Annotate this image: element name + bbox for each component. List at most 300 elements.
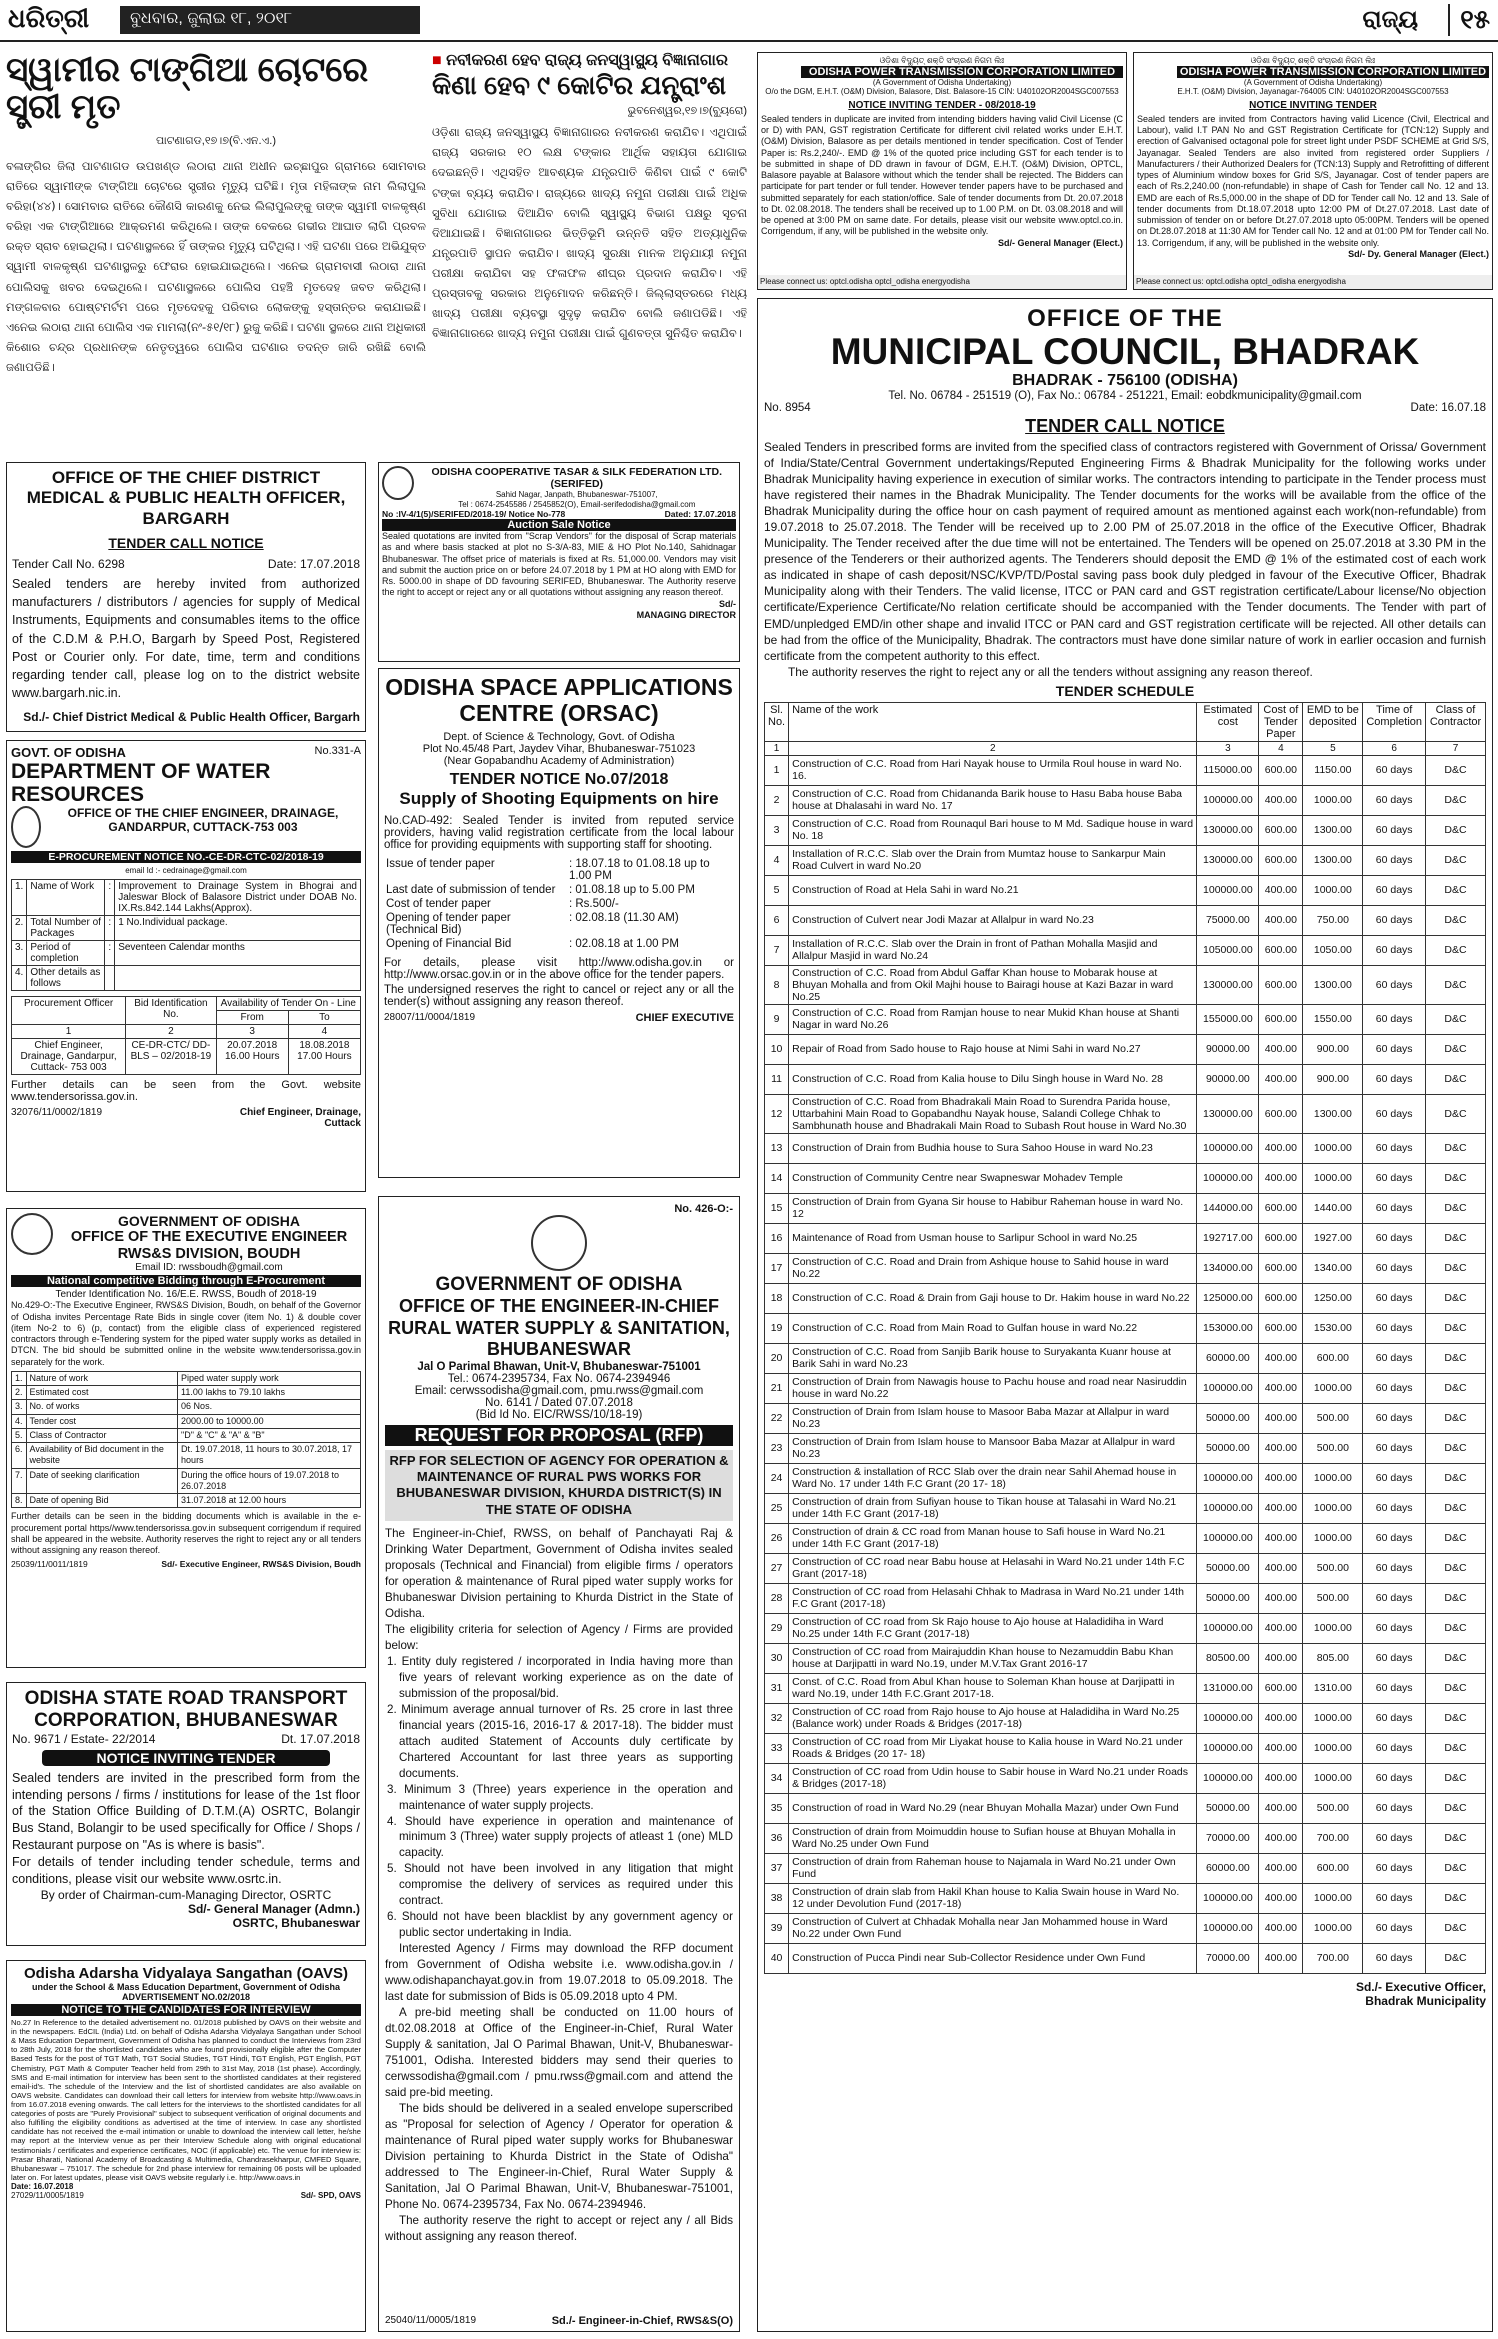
table-cell: 400.00 <box>1259 1943 1303 1973</box>
dowr-footer: Further details can be seen from the Govt. website www.tendersorissa.gov.in. <box>11 1078 361 1103</box>
cdmo-title: OFFICE OF THE CHIEF DISTRICT MEDICAL & PUBLIC HEALTH OFFICER, BARGARH <box>26 468 346 528</box>
table-cell: 100000.00 <box>1197 1373 1259 1403</box>
table-cell: Construction of C.C. Road & Drain from Gaji house to Dr. Hakim house in ward No.22 <box>789 1283 1197 1313</box>
table-cell: Date of opening Bid <box>26 1494 178 1508</box>
table-cell: D&C <box>1426 1163 1486 1193</box>
table-cell: 60 days <box>1363 1283 1426 1313</box>
table-cell: 100000.00 <box>1197 1613 1259 1643</box>
table-cell: 100000.00 <box>1197 785 1259 815</box>
eic-ref: No. 6141 / Dated 07.07.2018 <box>485 1396 633 1409</box>
table-cell: Construction of Drain from Islam house to Masoor Baba Mazar at Allalpur in ward No.23 <box>789 1403 1197 1433</box>
table-cell: 34 <box>765 1763 789 1793</box>
table-cell: 400.00 <box>1259 1823 1303 1853</box>
table-cell: 60 days <box>1363 1253 1426 1283</box>
table-cell: 60 days <box>1363 1643 1426 1673</box>
table-cell: 1000.00 <box>1303 1373 1363 1403</box>
boudh-email: Email ID: rwssboudh@gmail.com <box>135 1262 283 1274</box>
table-cell: 60 days <box>1363 1613 1426 1643</box>
table-cell: D&C <box>1426 1913 1486 1943</box>
table-row <box>765 1034 1486 1064</box>
table-row <box>765 755 1486 785</box>
table-cell: 50000.00 <box>1197 1793 1259 1823</box>
table-cell: 70000.00 <box>1197 1823 1259 1853</box>
table-cell: D&C <box>1426 755 1486 785</box>
table-cell: "D" & "C" & "A" & "B" <box>178 1428 361 1442</box>
table-cell: 153000.00 <box>1197 1313 1259 1343</box>
table-cell: Construction of C.C. Road from Abdul Gaffar Khan house to Mobarak house at Bhuyan Mohalla and from Okil Majhi house to Bairagi house at Kazi Bazar in ward No.25 <box>789 965 1197 1004</box>
table-cell: 60 days <box>1363 1094 1426 1133</box>
table-cell: 60 days <box>1363 1823 1426 1853</box>
osrtc-ad <box>6 1682 366 1946</box>
cdmo-date: Date: 17.07.2018 <box>267 557 360 572</box>
table-cell: Construction of CC road from Mairajuddin Khan house to Nezamuddin Babu Khan house at Darjipatti in ward No.19, under M.V.Tax Grant 2016-17 <box>789 1643 1197 1673</box>
table-cell: 400.00 <box>1259 1733 1303 1763</box>
eic-rwss-ad <box>378 1196 740 2332</box>
optcl2-name: ODISHA POWER TRANSMISSION CORPORATION LIMITED <box>1177 66 1489 78</box>
cdmo-ref-line <box>12 557 360 571</box>
col-num: 2 <box>126 1024 216 1038</box>
table-cell: 1000.00 <box>1303 1883 1363 1913</box>
boudh-title: OFFICE OF THE EXECUTIVE ENGINEER RWS&S DIVISION, BOUDH <box>70 1229 348 1262</box>
orsac-details: For details, please visit http://www.odisha.gov.in or http://www.orsac.gov.in or in the above office for the tender papers. <box>384 956 734 981</box>
table-cell: 50000.00 <box>1197 1553 1259 1583</box>
optcl1-odia-name: ଓଡ଼ିଶା ବିଦ୍ୟୁତ୍ ଶକ୍ତି ସଂଚାରଣ ନିଗମ ଲିଃ <box>879 56 1005 65</box>
table-cell: 400.00 <box>1259 1703 1303 1733</box>
table-cell: 11 <box>765 1064 789 1094</box>
table-cell: 1000.00 <box>1303 1613 1363 1643</box>
table-cell: 60 days <box>1363 1373 1426 1403</box>
table-cell: 500.00 <box>1303 1433 1363 1463</box>
table-cell: 1000.00 <box>1303 1703 1363 1733</box>
table-cell: 36 <box>765 1823 789 1853</box>
table-row <box>384 897 734 911</box>
table-cell: : <box>105 915 115 940</box>
eic-email: Email: cerwssodisha@gmail.com, pmu.rwss@gmail.com <box>414 1384 704 1397</box>
table-cell: : <box>105 879 115 915</box>
boudh-head <box>11 1213 361 1273</box>
table-cell: 100000.00 <box>1197 1763 1259 1793</box>
boudh-id: Tender Identification No. 16/E.E. RWSS, Boudh of 2018-19 <box>55 1289 317 1301</box>
optcl1-body: Sealed tenders in duplicate are invited from intending bidders having valid Civil License (C or D) with PAN, GST registration Certificate for different civil related works under E.H.T. (O&M) Division, Balasore as per details mentioned in tender specification. Cost of Tender Paper is: Rs.2,240/-. EMD @ 1% of the quoted price including GST for each tender is to be submitted in shape of DD drawn in favour of DGM, E.H.T. (O&M) Division, OPTCL, Balasore payable at Balasore without which the tender shall be rejected. The Bidders can participate for part tender or full tender. However tender papers have to be purchased and submitted separately for each station/office. Sale of tender documents from Dt. 20.07.2018 to Dt. 02.08.2018. The tenders shall be received up to 1.00 P.M. on Dt. 03.08.2018 and will be opened at 3:00 PM on same date. For details, please visit our website www.optcl.co.in. Corrigendum, if any, will be published in the website only. <box>761 113 1123 237</box>
table-cell: Construction of drain & CC road from Manan house to Safi house in Ward No.21 under 14th F.C Grant (2017-18) <box>789 1523 1197 1553</box>
orsac-subject: Supply of Shooting Equipments on hire <box>399 788 719 808</box>
table-cell: 1000.00 <box>1303 1523 1363 1553</box>
table-cell: 28 <box>765 1583 789 1613</box>
table-cell: 400.00 <box>1259 1553 1303 1583</box>
oavs-date: Date: 16.07.2018 <box>11 2181 74 2191</box>
table-cell: 60 days <box>1363 1553 1426 1583</box>
table-row <box>765 1733 1486 1763</box>
table-cell: Construction of C.C. Road from Ramjan house to near Mukid Khan house at Shanti Nagar in ward No.26 <box>789 1004 1197 1034</box>
table-cell: 400.00 <box>1259 1853 1303 1883</box>
table-cell: 37 <box>765 1853 789 1883</box>
table-cell: 1530.00 <box>1303 1313 1363 1343</box>
table-cell: 400.00 <box>1259 785 1303 815</box>
dowr-title: DEPARTMENT OF WATER RESOURCES <box>11 760 271 807</box>
table-cell: 25 <box>765 1493 789 1523</box>
dowr-availability-table <box>11 996 361 1075</box>
table-cell: 4. <box>12 1414 27 1428</box>
table-cell: : 18.07.18 to 01.08.18 up to 1.00 PM <box>568 857 710 882</box>
osrtc-order: By order of Chairman-cum-Managing Director, OSRTC <box>40 1887 332 1902</box>
table-cell: 1000.00 <box>1303 1133 1363 1163</box>
table-cell: D&C <box>1426 1253 1486 1283</box>
table-row <box>765 1703 1486 1733</box>
table-cell: Maintenance of Road from Usman house to Sarlipur School in ward No.25 <box>789 1223 1197 1253</box>
list-item: 1. Entity duly registered / incorporated in India having more than five years of relevant working experience as on the date of submission of the proposal/bid. <box>387 1654 733 1700</box>
table-cell: Const. of C.C. Road from Abul Khan house to Soleman Khan house at Darjipatti in ward No.19, under 14th F.C.Grant 2017-18. <box>789 1673 1197 1703</box>
table-cell: Construction of CC road near Babu house at Helasahi in Ward No.21 under 14th F.C Grant (2017-18) <box>789 1553 1197 1583</box>
table-cell: D&C <box>1426 845 1486 875</box>
story2-kicker <box>432 52 747 70</box>
eic-tel: Tel.: 0674-2395734, Fax No. 0674-2394946 <box>447 1372 671 1385</box>
optcl-jayanagar-ad <box>1133 52 1493 290</box>
table-row <box>765 1493 1486 1523</box>
serifed-name: ODISHA COOPERATIVE TASAR & SILK FEDERATION LTD. (SERIFED) <box>431 466 723 490</box>
table-cell: 32 <box>765 1703 789 1733</box>
eic-number: No. 426-O:- <box>674 1203 733 1215</box>
table-cell: 400.00 <box>1259 1433 1303 1463</box>
table-cell: 134000.00 <box>1197 1253 1259 1283</box>
table-row <box>765 845 1486 875</box>
table-cell: 1340.00 <box>1303 1253 1363 1283</box>
odisha-emblem-icon <box>11 806 41 848</box>
osrtc-signature: Sd/- General Manager (Admn.) <box>187 1901 360 1916</box>
table-cell: 60 days <box>1363 1163 1426 1193</box>
table-cell: : 01.08.18 up to 5.00 PM <box>568 883 695 896</box>
table-row <box>765 1823 1486 1853</box>
table-cell: 60 days <box>1363 1733 1426 1763</box>
table-cell: 60 days <box>1363 1463 1426 1493</box>
table-cell: 60 days <box>1363 935 1426 965</box>
table-cell: Construction of C.C. Road and Drain from Ashique house to Sahid house in ward No.22 <box>789 1253 1197 1283</box>
cell-from: 20.07.2018 16.00 Hours <box>216 1038 288 1074</box>
table-cell: Opening of Financial Bid <box>386 937 512 950</box>
table-cell: 100000.00 <box>1197 1913 1259 1943</box>
table-cell: D&C <box>1426 935 1486 965</box>
table-cell: D&C <box>1426 1763 1486 1793</box>
table-cell: 8 <box>765 965 789 1004</box>
news-story-1 <box>6 52 426 462</box>
serifed-head <box>382 466 736 509</box>
table-cell: D&C <box>1426 875 1486 905</box>
table-cell: 6 <box>765 905 789 935</box>
table-cell: 600.00 <box>1259 815 1303 845</box>
odisha-emblem-icon <box>531 1215 587 1271</box>
column-number: 4 <box>1259 741 1303 755</box>
table-cell: D&C <box>1426 785 1486 815</box>
mcb-title-3: BHADRAK - 756100 (ODISHA) <box>1012 371 1238 389</box>
table-cell: 1 No.Individual package. <box>115 915 361 940</box>
table-cell: Construction of C.C. Road from Bhadrakali Main Road to Surendra Parida house, Uttarbahini Main Road to Gopabandhu Nayak house, Salandi College Chhak to Sambhunath house and Bhadrakali Main Road to Subash Rout house in Ward No.30 <box>789 1094 1197 1133</box>
cell-bid-id: CE-DR-CTC/ DD-BLS – 02/2018-19 <box>126 1038 216 1074</box>
table-cell: 1300.00 <box>1303 965 1363 1004</box>
column-header: Sl. No. <box>765 702 789 741</box>
table-cell: 600.00 <box>1259 845 1303 875</box>
story2-dateline: ଭୁବନେଶ୍ୱର,୧୭।୭(ବ୍ୟୁରୋ) <box>627 105 747 118</box>
table-cell: 3. <box>12 1400 27 1414</box>
table-row <box>765 1313 1486 1343</box>
table-cell: 13 <box>765 1133 789 1163</box>
oavs-title: Odisha Adarsha Vidyalaya Sangathan (OAVS) <box>24 1965 348 1982</box>
oavs-code: 27029/11/0005/1819 <box>11 2190 84 2200</box>
mcb-signature: Sd./- Executive Officer, <box>1355 1979 1486 1994</box>
table-cell: D&C <box>1426 1193 1486 1223</box>
table-row <box>384 937 734 951</box>
table-cell: 900.00 <box>1303 1064 1363 1094</box>
table-cell: 1300.00 <box>1303 845 1363 875</box>
serifed-signature: MANAGING DIRECTOR <box>636 609 736 620</box>
table-cell: 12 <box>765 1094 789 1133</box>
table-cell: 1. <box>12 879 27 915</box>
orsac-address: Dept. of Science & Technology, Govt. of Odisha Plot No.45/48 Part, Jaydev Vihar, Bhubaneswar-751023 (Near Gopabandhu Academy of Administration) <box>422 730 696 767</box>
table-cell: 60 days <box>1363 1193 1426 1223</box>
table-cell: 130000.00 <box>1197 1094 1259 1133</box>
table-cell: D&C <box>1426 965 1486 1004</box>
eic-para-1: Interested Agency / Firms may download the RFP document from Government of Odisha website i.e. www.odisha.gov.in / www.odishapanchayat.gov.in from 19.07.2018 to 05.09.2018. The last date for submission of Bids is 05.09.2018 upto 4 PM. <box>385 1942 733 2004</box>
orsac-title: ODISHA SPACE APPLICATIONS CENTRE (ORSAC) <box>385 674 733 727</box>
eic-para-4: The authority reserve the right to accept or reject any / all Bids without assigning any reason thereof. <box>385 2214 733 2244</box>
boudh-gov: GOVERNMENT OF ODISHA <box>117 1213 300 1229</box>
table-cell: Total Number of Packages <box>27 915 105 940</box>
table-cell: 131000.00 <box>1197 1673 1259 1703</box>
table-cell: 400.00 <box>1259 1034 1303 1064</box>
table-row <box>765 1853 1486 1883</box>
table-cell: Repair of Road from Sado house to Rajo house at Nimi Sahi in ward No.27 <box>789 1034 1197 1064</box>
table-cell: 60 days <box>1363 1004 1426 1034</box>
table-cell: 400.00 <box>1259 1763 1303 1793</box>
list-item: 5. Should not have been involved in any litigation that might compromise the delivery of services as required under this contract. <box>387 1862 733 1908</box>
table-cell: 33 <box>765 1733 789 1763</box>
orsac-body: No.CAD-492: Sealed Tender is invited from reputed service providers, having valid registration certificate from the local labour office for providing equipments with supporting staff for shooting. <box>384 814 734 851</box>
table-row <box>765 1613 1486 1643</box>
orsac-code: 28007/11/0004/1819 <box>384 1011 476 1023</box>
table-cell: 400.00 <box>1259 1523 1303 1553</box>
cdmo-bargarh-ad <box>6 462 366 732</box>
table-cell: 805.00 <box>1303 1643 1363 1673</box>
dowr-notice-bar: E-PROCUREMENT NOTICE NO.-CE-DR-CTC-02/2018-19 <box>11 851 361 863</box>
table-cell: D&C <box>1426 1343 1486 1373</box>
table-cell: D&C <box>1426 1673 1486 1703</box>
col-num: 1 <box>12 1024 126 1038</box>
table-cell: Last date of submission of tender <box>386 883 556 896</box>
dowr-work-table <box>11 879 361 991</box>
table-cell: 60 days <box>1363 1313 1426 1343</box>
cell-to: 18.08.2018 17.00 Hours <box>288 1038 360 1074</box>
dowr-bottom <box>11 1107 361 1129</box>
table-cell: 1000.00 <box>1303 785 1363 815</box>
table-cell: 400.00 <box>1259 1463 1303 1493</box>
table-cell: 600.00 <box>1259 1223 1303 1253</box>
table-cell: D&C <box>1426 1223 1486 1253</box>
mcb-contact: Tel. No. 06784 - 251519 (O), Fax No.: 06784 - 251221, Email: eobdkmunicipality@gmail.com <box>888 389 1362 402</box>
orsac-signature: CHIEF EXECUTIVE <box>635 1011 734 1024</box>
story1-dateline: ପାଟଣାଗଡ,୧୭।୭(ବି.ଏନ.ଏ.) <box>155 134 277 147</box>
table-cell: 4. <box>12 965 27 990</box>
table-row <box>765 1913 1486 1943</box>
table-cell: 1550.00 <box>1303 1004 1363 1034</box>
table-cell: 60 days <box>1363 1763 1426 1793</box>
table-cell: 60 days <box>1363 1064 1426 1094</box>
mcb-notice-heading: TENDER CALL NOTICE <box>1025 415 1225 436</box>
table-cell: 700.00 <box>1303 1823 1363 1853</box>
column-header: Class of Contractor <box>1426 702 1486 741</box>
table-cell: 600.00 <box>1259 935 1303 965</box>
table-cell: 19 <box>765 1313 789 1343</box>
table-cell: 700.00 <box>1303 1943 1363 1973</box>
table-row <box>765 1133 1486 1163</box>
table-cell: Construction of Culvert near Jodi Mazar at Allalpur in ward No.23 <box>789 905 1197 935</box>
table-cell: 60 days <box>1363 1703 1426 1733</box>
table-cell: 400.00 <box>1259 1163 1303 1193</box>
table-cell: Construction of C.C. Road from Hari Nayak house to Urmila Roul house in ward No. 16. <box>789 755 1197 785</box>
serifed-logo-icon <box>382 466 414 500</box>
table-row <box>12 879 361 915</box>
table-cell: 75000.00 <box>1197 905 1259 935</box>
optcl1-name: ODISHA POWER TRANSMISSION CORPORATION LIMITED <box>801 66 1123 78</box>
table-cell: 400.00 <box>1259 1133 1303 1163</box>
table-row <box>765 815 1486 845</box>
table-cell: D&C <box>1426 905 1486 935</box>
th-procurement-officer: Procurement Officer <box>12 996 126 1024</box>
table-row <box>765 1094 1486 1133</box>
table-cell: 7. <box>12 1468 27 1494</box>
table-row <box>384 911 734 937</box>
osrtc-title: ODISHA STATE ROAD TRANSPORT CORPORATION, BHUBANESWAR <box>24 1688 348 1731</box>
table-cell: 18 <box>765 1283 789 1313</box>
table-cell: Piped water supply work <box>178 1371 361 1385</box>
table-row <box>765 1673 1486 1703</box>
oavs-bar: NOTICE TO THE CANDIDATES FOR INTERVIEW <box>11 2004 361 2016</box>
serifed-ad <box>378 462 740 662</box>
mcb-title-2: MUNICIPAL COUNCIL, BHADRAK <box>830 331 1420 372</box>
table-cell: 38 <box>765 1883 789 1913</box>
table-row <box>765 1283 1486 1313</box>
table-cell: 1. <box>12 1371 27 1385</box>
table-cell: Construction of CC road from Mir Liyakat house to Kalia house in Ward No.21 under Roads & Bridges (20 17- 18) <box>789 1733 1197 1763</box>
list-item: 3. Minimum 3 (Three) years experience in the operation and maintenance of water supply projects. <box>387 1782 733 1812</box>
eic-para-2: A pre-bid meeting shall be conducted on 11.00 hours of dt.02.08.2018 at Office of the Engineer-in-Chief, Rural Water Supply & sanitation, Jal O Parimal Bhawan, Unit-V, Bhubaneswar-751001, Odisha. Interested bidders may send their queries to cerwssodisha@gmail.com / pmu.rwss@gmail.com and attend the said pre-bid meeting. <box>385 2006 733 2100</box>
table-cell: Construction of drain from Raheman house to Najamala in Ward No.21 under Own Fund <box>789 1853 1197 1883</box>
boudh-bar: National competitive Bidding through E-Procurement <box>11 1275 361 1287</box>
dowr-gov: GOVT. OF ODISHA <box>11 745 126 760</box>
table-cell: Improvement to Drainage System in Bhograi and Jaleswar Block of Balasore District under DOAB No. IX.Rs.842.144 Lakhs(Approx). <box>115 879 361 915</box>
table-cell: 2 <box>765 785 789 815</box>
table-cell: D&C <box>1426 1643 1486 1673</box>
table-cell: Construction & installation of RCC Slab over the drain near Sahil Ahemad house in Ward No. 17 under 14th F.C Grant (20 17- 18) <box>789 1463 1197 1493</box>
list-item: 6. Should not have been blacklist by any government agency or public sector undertaking in India. <box>387 1910 733 1940</box>
table-cell: Cost of tender paper <box>386 897 491 910</box>
table-cell: D&C <box>1426 1613 1486 1643</box>
table-cell: 155000.00 <box>1197 1004 1259 1034</box>
table-cell: 2. <box>12 915 27 940</box>
table-cell: 100000.00 <box>1197 1493 1259 1523</box>
table-cell: Construction of CC road from Helasahi Chhak to Madrasa in Ward No.21 under 14th F.C Grant (2017-18) <box>789 1583 1197 1613</box>
table-cell: Construction of Road at Hela Sahi in ward No.21 <box>789 875 1197 905</box>
table-cell: D&C <box>1426 1553 1486 1583</box>
story1-headline: ସ୍ୱାମୀର ଟାଙ୍ଗିଆ ଚୋଟରେ ସ୍ତ୍ରୀ ମୃତ <box>6 51 369 127</box>
eic-subject: RFP FOR SELECTION OF AGENCY FOR OPERATION & MAINTENANCE OF RURAL PWS WORKS FOR BHUBANESWAR DIVISION, KHURDA DISTRICT(S) IN THE STATE OF ODISHA <box>385 1450 733 1521</box>
table-cell: D&C <box>1426 1064 1486 1094</box>
table-row <box>12 1400 361 1414</box>
serifed-number: No :IV-4/1(5)/SERIFED/2018-19/ Notice No-778 <box>382 509 566 520</box>
oavs-adv: ADVERTISEMENT NO.02/2018 <box>121 1992 251 2002</box>
table-cell: 60 days <box>1363 1913 1426 1943</box>
optcl1-sign: Sd/- General Manager (Elect.) <box>997 237 1123 248</box>
list-item: 2. Minimum average annual turnover of Rs. 25 crore in last three financial years (2015-16, 2016-17 & 2017-18). The bidder must attach audited Statement of Accounts duly certificate by Chartered Accountant for last three years as supporting documents. <box>387 1702 733 1780</box>
table-cell: 192717.00 <box>1197 1223 1259 1253</box>
tender-schedule-heading: TENDER SCHEDULE <box>1055 682 1195 699</box>
optcl2-sub: (A Government of Odisha Undertaking) <box>1243 77 1383 87</box>
orsac-ad <box>378 668 740 1178</box>
eic-criteria: The eligibility criteria for selection of Agency / Firms are provided below: <box>385 1622 733 1652</box>
page-number: ୧୫ <box>1448 4 1490 36</box>
table-cell: 125000.00 <box>1197 1283 1259 1313</box>
optcl2-body: Sealed tenders are invited from Contractors having valid Licence (Civil, Electrical and Labour), valid I.T PAN No and GST Registration Certificate for (TCN:12) Supply and erection of Galvanised octagonal pole for street light under PSDF SCHEME at Grid S/S, Jayanagar. Sealed Tenders are also invited from registered order Suppliers / Manufacturers / their Authorized Dealers for (TCN:13) Supply and Retrofitting of different types of Aluminium window boxes for Grid S/S, Jayanagar. Cost of tender papers are each of Rs.2,240.00 (non-refundable) in shape of Cash for Tender call No. 12 and 13. EMD are each of Rs.5,000.00 in the shape of DD for Tender call No. 12 and 13. Sale of tender documents from Dt.18.07.2018 upto 12:00 PM of Dt.27.07.2018. Last date of submission of tender on or before Dt.27.07.2018 upto 05:00PM. Tenders will be opened on Dt.28.07.2018 at 11:30 AM for Tender call No. 12 and at 01:00 PM for Tender call No. 13. Corrigendum, if any, will be published in the website only. <box>1137 113 1490 248</box>
table-row <box>765 1463 1486 1493</box>
eic-code: 25040/11/0005/1819 <box>385 2315 477 2326</box>
table-cell: 60 days <box>1363 965 1426 1004</box>
table-cell: 60 days <box>1363 1493 1426 1523</box>
serifed-body: Sealed quotations are invited from "Scrap Vendors" for the disposal of Scrap materials as and where basis stacked at plot no S-3/A-83, MIE & HO Plot No.140, Sahidnagar Bhubaneswar. The offset price of materials is fixed at Rs. 51,000.00. Vendors may visit and submit the auction price on or before 24.07.2018 by 1 PM at HO along with EMD for Rs. 5000.00 in shape of DD favouring SERIFED, Bhubaneswar. The Authority reserve the right to accept or reject any or all quotations without assigning any reason thereof. <box>382 531 736 598</box>
table-cell: 144000.00 <box>1197 1193 1259 1223</box>
table-cell: Construction of C.C. Road from Chidananda Barik house to Hasu Baba house Baba house at Dhalasahi in ward No. 17 <box>789 785 1197 815</box>
table-cell: 8. <box>12 1494 27 1508</box>
eic-para-3: The bids should be delivered in a sealed envelope superscribed as "Proposal for selection of Agency / Operator for operation & maintenance of Rural piped water supply works for Bhubaneswar Division pertaining to Khurda District in the State of Odisha" addressed to The Engineer-in-Chief, Rural Water Supply & Sanitation, Jal O Parimal Bhawan, Unit-V, Bhubaneswar-751001, Phone No. 0674-2395734, Fax No. 0674-2394946. <box>385 2102 733 2212</box>
table-row <box>12 1386 361 1400</box>
table-cell: Availability of Bid document in the website <box>26 1443 178 1469</box>
table-cell: 90000.00 <box>1197 1034 1259 1064</box>
osrtc-bar: NOTICE INVITING TENDER <box>42 1750 330 1766</box>
table-row <box>765 935 1486 965</box>
osrtc-body: Sealed tenders are invited in the prescribed form from the intending persons / firms / institutions for lease of the 1st floor of the Station Office Building of D.T.M.(A) OSRTC, Bolangir Bus Stand, Bolangir to be used specifically for Office / Shops / Restaurant purpose on "As is where is basis". <box>12 1770 360 1853</box>
table-cell: 50000.00 <box>1197 1403 1259 1433</box>
table-cell: 60 days <box>1363 1523 1426 1553</box>
table-cell: Nature of work <box>26 1371 178 1385</box>
optcl2-office: E.H.T. (O&M) Division, Jayanagar-764005 CIN: U40102OR2004SGC007553 <box>1177 87 1449 97</box>
table-cell: 1000.00 <box>1303 1733 1363 1763</box>
table-cell: 1300.00 <box>1303 1094 1363 1133</box>
table-cell: 16 <box>765 1223 789 1253</box>
table-cell: 29 <box>765 1613 789 1643</box>
table-cell: 130000.00 <box>1197 815 1259 845</box>
table-cell: 60 days <box>1363 845 1426 875</box>
table-cell: 14 <box>765 1163 789 1193</box>
table-cell: 600.00 <box>1259 1193 1303 1223</box>
table-cell: Tender cost <box>26 1414 178 1428</box>
table-row <box>765 1943 1486 1973</box>
serifed-date: Dated: 17.07.2018 <box>664 509 736 520</box>
table-cell: 30 <box>765 1643 789 1673</box>
table-cell: : <box>105 940 115 965</box>
table-cell: D&C <box>1426 1703 1486 1733</box>
column-header: Name of the work <box>789 702 1197 741</box>
table-cell: 500.00 <box>1303 1403 1363 1433</box>
table-cell: 600.00 <box>1259 1673 1303 1703</box>
boudh-footer: Further details can be seen in the bidding documents which is available in the e-procurement portal https//www.tendersorissa.gov.in subsequent corrigendum if required shall be appeared in the website. Authority reserves the right to reject any or all tenders without assigning any reason thereof. <box>11 1511 361 1556</box>
table-cell: D&C <box>1426 1094 1486 1133</box>
table-cell: 60 days <box>1363 1433 1426 1463</box>
dowr-signature: Chief Engineer, Drainage, Cuttack <box>239 1106 361 1129</box>
osrtc-signature-2: OSRTC, Bhubaneswar <box>232 1915 360 1930</box>
table-cell: D&C <box>1426 1463 1486 1493</box>
table-cell: Estimated cost <box>26 1386 178 1400</box>
cdmo-body: Sealed tenders are hereby invited from authorized manufacturers / distributors / agencies for supply of Medical Instruments, Equipments and consumables items to the office of the C.D.M & P.H.O, Bargarh by Speed Post, Registered Post or Courier only. For date, time, term and conditions regarding tender call, please log on to the district website www.bargarh.nic.in. <box>12 577 360 700</box>
eic-rfp-bar: REQUEST FOR PROPOSAL (RFP) <box>385 1425 733 1446</box>
table-cell: 7 <box>765 935 789 965</box>
table-cell: 23 <box>765 1433 789 1463</box>
table-cell: Opening of tender paper (Technical Bid) <box>386 911 511 936</box>
